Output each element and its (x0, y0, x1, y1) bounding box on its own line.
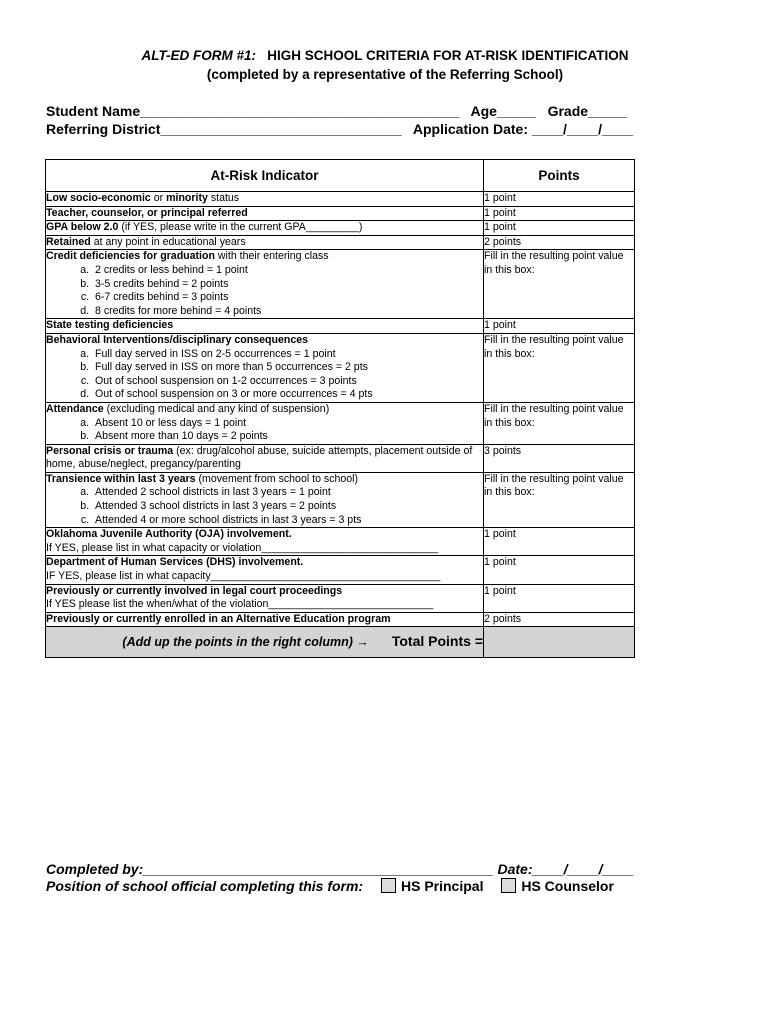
indicator-lead: Previously or currently involved in legal court proceedings (46, 584, 343, 597)
dhs-capacity-field[interactable]: IF YES, please list in what capacity_______________________________________ (46, 570, 441, 583)
criteria-sublist (46, 264, 483, 318)
student-info-line-1 (46, 102, 627, 120)
criteria-sublist (46, 348, 483, 402)
points-cell[interactable]: 1 point (484, 528, 635, 556)
indicator-lead: GPA below 2.0 (46, 221, 119, 234)
table-row (46, 528, 635, 556)
indicator-cell (46, 528, 484, 556)
points-cell[interactable]: 3 points (484, 444, 635, 472)
indicator-cell (46, 319, 484, 334)
indicator-cell (46, 402, 484, 444)
indicator-lead: Previously or currently enrolled in an Alternative Education program (46, 612, 391, 625)
list-item: b. Attended 3 school districts in last 3 years = 2 points (92, 500, 483, 514)
points-cell[interactable]: 1 point (484, 206, 635, 221)
total-instruction: (Add up the points in the right column) → (122, 634, 369, 649)
indicator-cell (46, 556, 484, 584)
indicator-lead: State testing deficiencies (46, 319, 174, 332)
principal-option-label: HS Principal (400, 878, 484, 894)
points-fill-in-box[interactable]: Fill in the resulting point value in this box: (484, 402, 635, 444)
indicator-text: status (207, 192, 240, 204)
points-cell[interactable]: 1 point (484, 221, 635, 236)
indicator-lead: Credit deficiencies for graduation (46, 250, 215, 263)
indicator-cell (46, 250, 484, 319)
form-heading: HIGH SCHOOL CRITERIA FOR AT-RISK IDENTIFICATION (267, 48, 629, 63)
indicator-cell (46, 444, 484, 472)
principal-checkbox[interactable] (381, 878, 396, 893)
table-row (46, 402, 635, 444)
student-info-line-2 (46, 120, 633, 138)
referring-district-field[interactable]: Referring District_______________________________ (46, 121, 402, 137)
indicator-text: with their entering class (214, 250, 329, 263)
court-violation-field[interactable]: If YES please list the when/what of the violation____________________________ (46, 598, 434, 611)
table-row (46, 584, 635, 612)
list-item: a. 2 credits or less behind = 1 point (92, 264, 483, 278)
points-cell[interactable]: 1 point (484, 319, 635, 334)
criteria-sublist (46, 486, 483, 527)
table-row (46, 612, 635, 627)
indicator-lead: Department of Human Services (DHS) involvement. (46, 556, 304, 569)
col-indicator-header: At-Risk Indicator (46, 160, 484, 192)
table-row (46, 472, 635, 527)
completed-by-line (46, 860, 634, 878)
student-name-field[interactable]: Student Name_________________________________________ (46, 103, 460, 119)
counselor-checkbox[interactable] (501, 878, 516, 893)
list-item: c. 6-7 credits behind = 3 points (92, 291, 483, 305)
total-row (46, 627, 635, 658)
application-date-field[interactable]: Application Date: ____/____/____ (412, 121, 634, 137)
indicator-cell (46, 206, 484, 221)
list-item: c. Attended 4 or more school districts in last 3 years = 3 pts (92, 514, 483, 528)
points-cell[interactable]: 1 point (484, 584, 635, 612)
points-cell[interactable]: 1 point (484, 192, 635, 207)
indicator-lead: Personal crisis or trauma (46, 444, 174, 457)
indicator-cell (46, 584, 484, 612)
indicator-cell (46, 235, 484, 250)
indicator-lead: Oklahoma Juvenile Authority (OJA) involvement. (46, 528, 292, 541)
list-item: a. Attended 2 school districts in last 3 years = 1 point (92, 486, 483, 500)
indicator-text: (ex: drug/alcohol abuse, suicide attempts, placement outside of home, abuse/neglect, pregancy/parenting (46, 444, 473, 471)
total-label-cell (46, 627, 484, 658)
indicator-text: or (150, 192, 167, 204)
points-fill-in-box[interactable]: Fill in the resulting point value in this box: (484, 472, 635, 527)
position-line (46, 877, 614, 895)
list-item: b. 3-5 credits behind = 2 points (92, 278, 483, 292)
points-cell[interactable]: 1 point (484, 556, 635, 584)
indicator-cell (46, 192, 484, 207)
completed-date-field[interactable]: Date:____/____/____ (497, 861, 634, 877)
form-subtitle: (completed by a representative of the Referring School) (206, 67, 564, 82)
criteria-table (45, 159, 635, 658)
indicator-lead: minority (166, 192, 208, 204)
table-row (46, 192, 635, 207)
form-title (0, 46, 770, 84)
form-id: ALT-ED FORM #1: (141, 48, 256, 63)
indicator-lead: Transience within last 3 years (46, 472, 196, 485)
indicator-lead: Behavioral Interventions/disciplinary consequences (46, 333, 308, 346)
total-points-box[interactable] (484, 627, 635, 658)
indicator-lead: Attendance (46, 402, 104, 415)
points-fill-in-box[interactable]: Fill in the resulting point value in this box: (484, 250, 635, 319)
table-row (46, 333, 635, 402)
list-item: a. Full day served in ISS on 2-5 occurrences = 1 point (92, 348, 483, 362)
position-label: Position of school official completing this form: (46, 878, 364, 894)
list-item: c. Out of school suspension on 1-2 occurrences = 3 points (92, 375, 483, 389)
col-points-header: Points (484, 160, 635, 192)
indicator-cell (46, 333, 484, 402)
table-row (46, 206, 635, 221)
total-points-label: Total Points = (391, 632, 483, 649)
table-row (46, 556, 635, 584)
indicator-cell (46, 612, 484, 627)
points-cell[interactable]: 2 points (484, 235, 635, 250)
criteria-sublist (46, 417, 483, 444)
indicator-lead: Low socio-economic (46, 192, 151, 204)
indicator-cell (46, 221, 484, 236)
points-cell[interactable]: 2 points (484, 612, 635, 627)
indicator-lead: Retained (46, 235, 91, 248)
oja-capacity-field[interactable]: If YES, please list in what capacity or violation______________________________ (46, 541, 439, 554)
list-item: b. Full day served in ISS on more than 5 occurrences = 2 pts (92, 361, 483, 375)
gpa-write-in-field[interactable]: (if YES, please write in the current GPA_________) (118, 221, 363, 234)
grade-field[interactable]: Grade_____ (547, 103, 627, 119)
list-item: d. 8 credits for more behind = 4 points (92, 305, 483, 319)
table-row (46, 444, 635, 472)
indicator-text: (movement from school to school) (195, 472, 359, 485)
completed-by-field[interactable]: Completed by:_____________________________________________ (46, 861, 494, 877)
table-header-row (46, 160, 635, 192)
age-field[interactable]: Age_____ (470, 103, 536, 119)
indicator-lead: Teacher, counselor, or principal referred (46, 206, 248, 219)
table-row (46, 221, 635, 236)
table-row (46, 250, 635, 319)
list-item: b. Absent more than 10 days = 2 points (92, 430, 483, 444)
list-item: a. Absent 10 or less days = 1 point (92, 417, 483, 431)
points-fill-in-box[interactable]: Fill in the resulting point value in this box: (484, 333, 635, 402)
indicator-text: at any point in educational years (90, 235, 246, 248)
indicator-text: (excluding medical and any kind of suspension) (103, 402, 330, 415)
list-item: d. Out of school suspension on 3 or more occurrences = 4 pts (92, 388, 483, 402)
table-row (46, 235, 635, 250)
counselor-option-label: HS Counselor (521, 878, 614, 894)
indicator-cell (46, 472, 484, 527)
table-row (46, 319, 635, 334)
